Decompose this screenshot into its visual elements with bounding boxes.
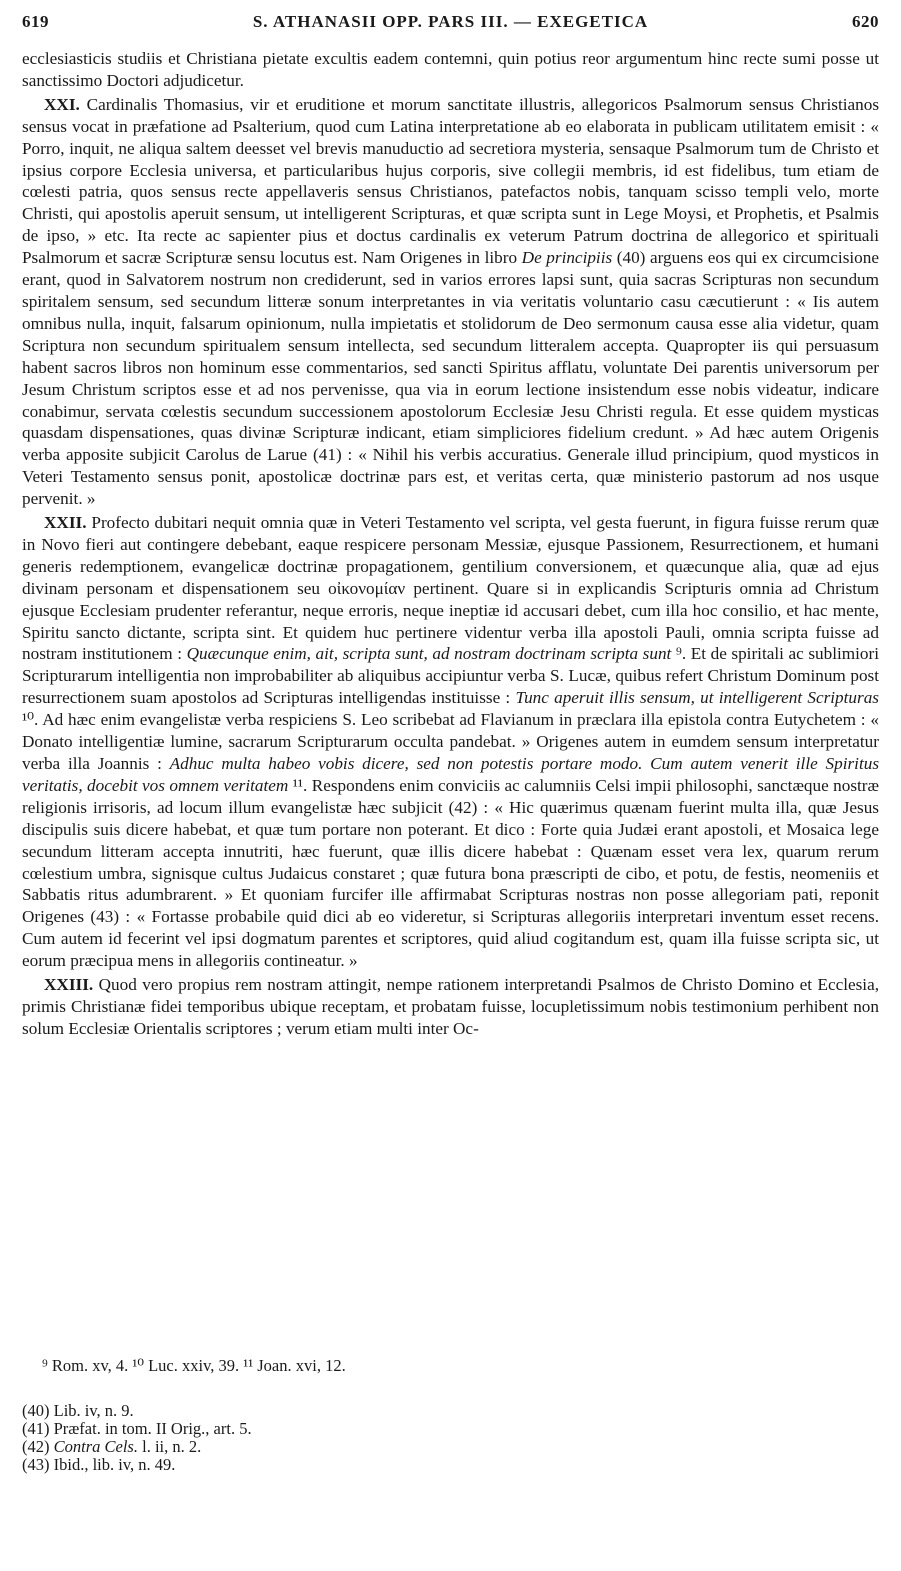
page-number-right: 620	[851, 12, 879, 31]
section-number: XXII.	[44, 513, 87, 533]
footnote-42	[22, 1438, 879, 1456]
footnote-italic: Contra Cels.	[53, 1437, 138, 1456]
paragraph-text: Cardinalis Thomasius, vir et eruditione et morum sanctitate illustris, allegoricos Psalmorum sensus Christianos sensus vocat in præfatione ad Psalterium, quod cum Latina interpretatione ab eo elaborata in publicam utilitatem emisit : « Porro, inquit, ne aliqua saltem deesset vel brevis manuductio ad secretiora mysteria, sensaque Psalmorum tum de Christo et ipsius corpore Ecclesia universa, et particularibus hujus corporis, sive collegii membris, id est fidelibus, tum etiam de cœlesti patria, quos sensus recte appellaveris sensus Christianos, patefactos nobis, tanquam scisso templi velo, morte Christi, qui apostolis aperuit sensum, ut intelligerent Scripturas, et quæ scripta sunt in Lege Moysi, et Prophetis, et Psalmis de ipso, » etc. Ita recte ac sapienter pius et doctus cardinalis ex veterum Patrum doctrina de allegorico et spirituali Psalmorum et sacræ Scripturæ sensu locutus est. Nam Origenes in libro	[22, 94, 880, 268]
page-header	[22, 12, 879, 48]
footnote-43: (43) Ibid., lib. iv, n. 49.	[22, 1455, 176, 1474]
italic-quote: Quæcunque enim, ait, scripta sunt, ad nostram doctrinam scripta sunt	[186, 644, 672, 664]
paragraph-text: ⁹. Et de spiritali ac sublimiori Scripturarum intelligentia non improbabiliter ab aliquibus accipiuntur verba S. Lucæ, quibus refert Christum Dominum post resurrectionem suam apostolos ad Scripturas intelligendas instituisse :	[22, 644, 879, 708]
paragraph-text: Profecto dubitari nequit omnia quæ in Veteri Testamento vel scripta, vel gesta fuerunt, in figura fuisse rerum quæ in Novo fieri aut contingere debebant, eaque respicere personam Messiæ, ejusque Passionem, Resurrectionem, et humani generis redemptionem, evangelicæ doctrinæ propagationem, gentilium conversionem, et quæcunque alia, quæ ad ejus divinam personam et dispensationem seu οἰκονομίαν pertinent. Quare si in explicandis Scripturis omnia ad Christum ejusque Ecclesiam prudenter referantur, neque erroris, neque ineptiæ id accusari debet, cum illa hoc consilio, et hac mente, Spiritu sancto dictante, scripta sint. Et quidem huc pertinere videntur verba illa apostoli Pauli, omnia scripta fuisse ad nostram institutionem :	[22, 513, 879, 664]
paragraph-text: (40) arguens eos qui ex circumcisione erant, quod in Salvatorem nostrum non crediderunt, sed in varios errores lapsi sunt, quia sacras Scripturas non secundum spiritalem sensum, sed secundum litteræ sonum interpretantes in via veritatis voluntario casu cæcutierunt : « Iis autem omnibus nulla, inquit, falsarum opinionum, nulla impietatis et stolidorum de Deo sermonum causa esse alia videtur, quam Scriptura non secundum spiritualem sensum intellecta, sed secundum litteralem accepta. Quapropter iis qui persuasum habent sacros libros non hominum esse commentarios, sed sancti Spiritus afflatu, voluntate Dei parentis universorum per Jesum Christum scriptos esse et ad nos pervenisse, qua via in eorum lectione insistendum esse nobis videatur, indicare conabimur, servata cœlestis secundum successionem apostolorum Ecclesiæ Jesu Christi regula. Et esse quidem mysticas quasdam dispensationes, quas divinæ Scripturæ indicant, etiam simpliciores fidelium credunt. » Ad hæc autem Origenis verba apposite subjicit Carolus de Larue (41) : « Nihil his verbis accuratius. Generale illud principium, quod mysticos in Veteri Testamento sensus ponit, apostolicæ doctrinæ pars est, et veritas certa, quæ ministerio pastorum ad nos usque pervenit. »	[22, 248, 879, 509]
italic-quote: Tunc aperuit illis sensum, ut intelligerent Scripturas	[515, 688, 879, 708]
footnote-41: (41) Præfat. in tom. II Orig., art. 5.	[22, 1419, 252, 1438]
running-title: S. ATHANASII OPP. PARS III. — EXEGETICA	[252, 12, 649, 31]
italic-quote: Adhuc multa habeo vobis dicere, sed non potestis portare modo. Cum autem venerit ille Spiritus veritatis, docebit vos omnem veritatem	[22, 754, 880, 795]
paragraph-xxiii	[22, 974, 879, 1040]
section-number: XXIII.	[44, 975, 94, 995]
paragraph-xxi	[22, 94, 879, 510]
scripture-footnotes: ⁹ Rom. xv, 4. ¹⁰ Luc. xxiv, 39. ¹¹ Joan. xvi, 12.	[42, 1356, 346, 1375]
paragraph-text: Quod vero propius rem nostram attingit, nempe rationem interpretandi Psalmos de Christo Domino et Ecclesia, primis Christianæ fidei temporibus ubique receptam, et probatam fuisse, locupletissimum nobis testimonium perhibent non solum Ecclesiæ Orientalis scriptores ; verum etiam multi inter Oc-	[22, 975, 879, 1038]
paragraph-continuation: ecclesiasticis studiis et Christiana pietate excultis eadem contemni, quin potius reor argumentum hinc recte sumi posse ut sanctissimo Doctori adjudicetur.	[22, 49, 879, 90]
reference-notes	[22, 1402, 879, 1474]
paragraph-text: ¹¹. Respondens enim conviciis ac calumniis Celsi impii philosophi, sanctæque nostræ religionis irrisoris, ad locum illum evangelistæ hæc subjicit (42) : « Hic quærimus quænam fuerint multa illa, quæ Jesus discipulis suis dicere habebat, et quæ tum portare non poterant. Et dico : Forte quia Judæi erant apostoli, et Mosaica lege secundum litteram accepta innutriti, hæc fuerunt, quæ illis dicere habebat : Quænam esset vera lex, quarum rerum cœlestium umbra, signisque cultus Judaicus constaret ; quæ futura bona præscripti de cibo, et potu, de festis, neomeniis et Sabbatis ritus adumbrarent. » Et quoniam furcifer ille affirmabat Scripturas nostras non posse allegoriam pati, reponit Origenes (43) : « Fortasse probabile quid dici ab eo videretur, si Scripturas allegoriis interpretari inventum esset recens. Cum autem id fecerint vel ipsi dogmatum parentes et scriptores, quid aliud cogitandum est, quam illa fuisse scripta sic, ut eorum præcipua mens in allegoriis contineatur. »	[22, 775, 879, 971]
footnotes	[22, 1356, 879, 1474]
section-number: XXI.	[44, 94, 80, 114]
paragraph-text: ¹⁰. Ad hæc enim evangelistæ verba respiciens S. Leo scribebat ad Flavianum in præclara illa epistola contra Eutychetem : « Donato intelligentiæ lumine, sacrarum Scripturarum occulta pandebat. » Origenes autem in eumdem sensum interpretatur verba illa Joannis :	[22, 710, 879, 773]
footnote-text: l. ii, n. 2.	[137, 1437, 202, 1456]
footnote-label: (42)	[22, 1437, 54, 1456]
page-number-left: 619	[22, 12, 49, 31]
italic-title: De principiis	[521, 248, 613, 268]
footnote-40: (40) Lib. iv, n. 9.	[22, 1401, 134, 1420]
main-text	[22, 48, 879, 1040]
paragraph-xxii	[22, 512, 879, 972]
